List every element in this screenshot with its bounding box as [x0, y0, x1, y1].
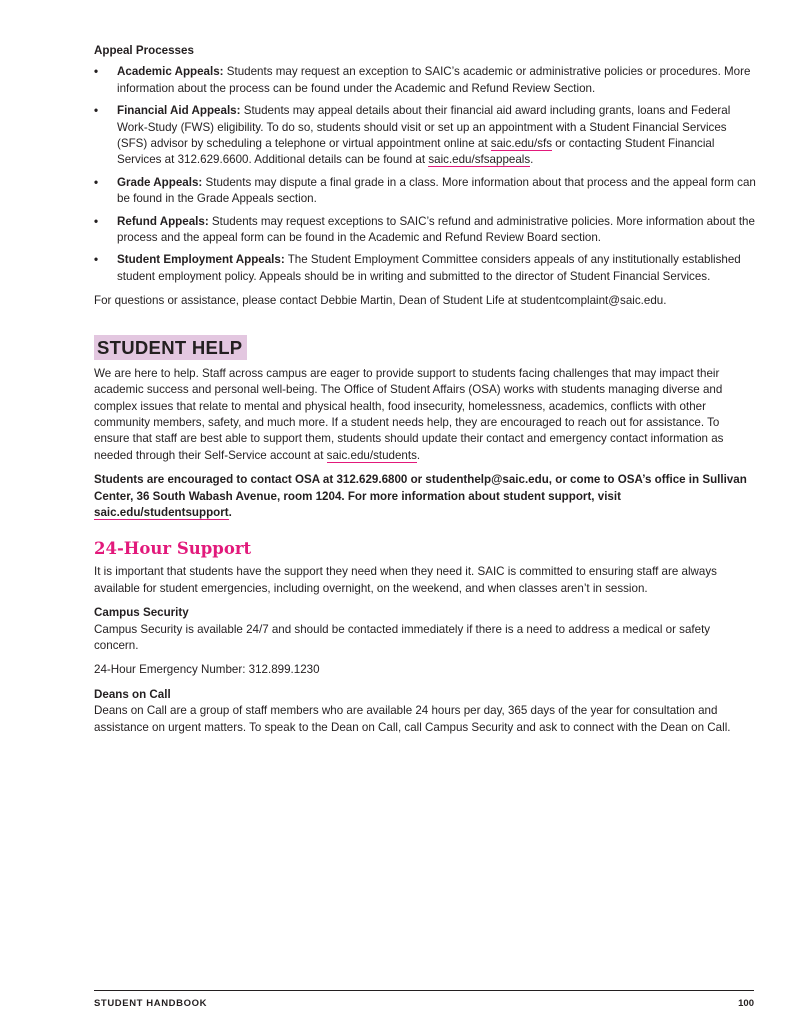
financial-aid-appeals-label: Financial Aid Appeals: [117, 104, 241, 118]
osa-contact-end: . [228, 505, 232, 519]
appeal-processes-heading: Appeal Processes [94, 44, 194, 57]
list-item [94, 175, 756, 208]
deans-on-call-text: Deans on Call are a group of staff members who are available 24 hours per day, 365 days of the year for consultation and assistance on urgent matters. To speak to the Dean on Call, call Campus Security and ask to connect with the Dean on Call. [94, 704, 731, 734]
emergency-number: 24-Hour Emergency Number: 312.899.1230 [94, 663, 320, 677]
student-support-link[interactable]: saic.edu/studentsupport [94, 505, 229, 519]
osa-contact-text: Students are encouraged to contact OSA at 312.629.6800 or studenthelp@saic.edu, or come to OSA’s office in Sullivan Center, 36 South Wabash Avenue, room 1204. For more information about student support, visit [94, 473, 747, 503]
osa-contact-paragraph [94, 472, 756, 521]
appeals-list [94, 64, 756, 285]
list-item [94, 214, 756, 247]
list-item [94, 103, 756, 169]
deans-on-call-title: Deans on Call [94, 687, 171, 701]
sfs-link[interactable]: saic.edu/sfs [490, 137, 553, 151]
self-service-link[interactable]: saic.edu/students [326, 448, 417, 462]
campus-security-title: Campus Security [94, 606, 189, 620]
campus-security-text: Campus Security is available 24/7 and should be contacted immediately if there is a need to address a medical or safety concern. [94, 622, 711, 652]
academic-appeals-text: Students may request an exception to SAIC’s academic or administrative policies or procedures. More information about the process can be found under the Academic and Refund Review Section. [117, 65, 751, 95]
complaint-contact-note: For questions or assistance, please contact Debbie Martin, Dean of Student Life at studentcomplaint@saic.edu. [94, 294, 667, 308]
student-help-title: STUDENT HELP [94, 335, 247, 360]
financial-aid-appeals-end: . [530, 153, 534, 167]
student-employment-appeals-text: The Student Employment Committee considers appeals of any institutionally established student employment policy. Appeals should be in writing and submitted to the director of Student Financial Services. [117, 253, 741, 283]
student-help-intro-text: We are here to help. Staff across campus are eager to provide support to students facing challenges that may impact their academic success and personal well-being. The Office of Student Affairs (OSA) works with students managing diverse and complex issues that relate to mental and physical health, food insecurity, homelessness, academics, conflicts with other community members, safety, and much more. If a student needs help, they are encouraged to reach out for assistance. To ensure that staff are best able to support them, students should update their contact and emergency contact information as needed through their Self-Service account at [94, 366, 724, 462]
refund-appeals-label: Refund Appeals: [117, 214, 209, 228]
financial-aid-appeals-text-cont: or contacting Student Financial Services at 312.629.6600. Additional details can be found at [117, 137, 715, 167]
refund-appeals-text: Students may request exceptions to SAIC’s refund and administrative policies. More information about the process and the appeal form can be found in the Academic and Refund Review Board section. [117, 214, 755, 245]
footer-divider [94, 990, 754, 991]
support-24-intro: It is important that students have the support they need when they need it. SAIC is committed to ensuring staff are always available for student emergencies, including overnight, on the weekend, and when classes aren’t in session. [94, 565, 717, 595]
financial-aid-appeals-text: Students may appeal details about their financial aid award including grants, loans and Federal Work-Study (FWS) eligibility. To do so, students should visit or set up an appointment with a Student Financial Services (SFS) advisor by scheduling a telephone or virtual appointment online at [117, 104, 731, 151]
support-24-heading: 24-Hour Support [94, 539, 252, 559]
student-help-intro-end: . [416, 448, 421, 462]
grade-appeals-label: Grade Appeals: [117, 175, 203, 189]
list-item [94, 252, 756, 285]
grade-appeals-text: Students may dispute a final grade in a class. More information about that process and the appeal form can be found in the Grade Appeals section. [117, 175, 756, 206]
footer-label: STUDENT HANDBOOK [94, 998, 208, 1009]
page-content [94, 43, 756, 736]
page-number: 100 [738, 998, 754, 1009]
student-employment-appeals-label: Student Employment Appeals: [117, 253, 285, 267]
sfs-appeals-link[interactable]: saic.edu/sfsappeals [428, 153, 531, 167]
academic-appeals-label: Academic Appeals: [117, 65, 224, 79]
student-help-intro [94, 366, 756, 464]
list-item [94, 64, 756, 97]
